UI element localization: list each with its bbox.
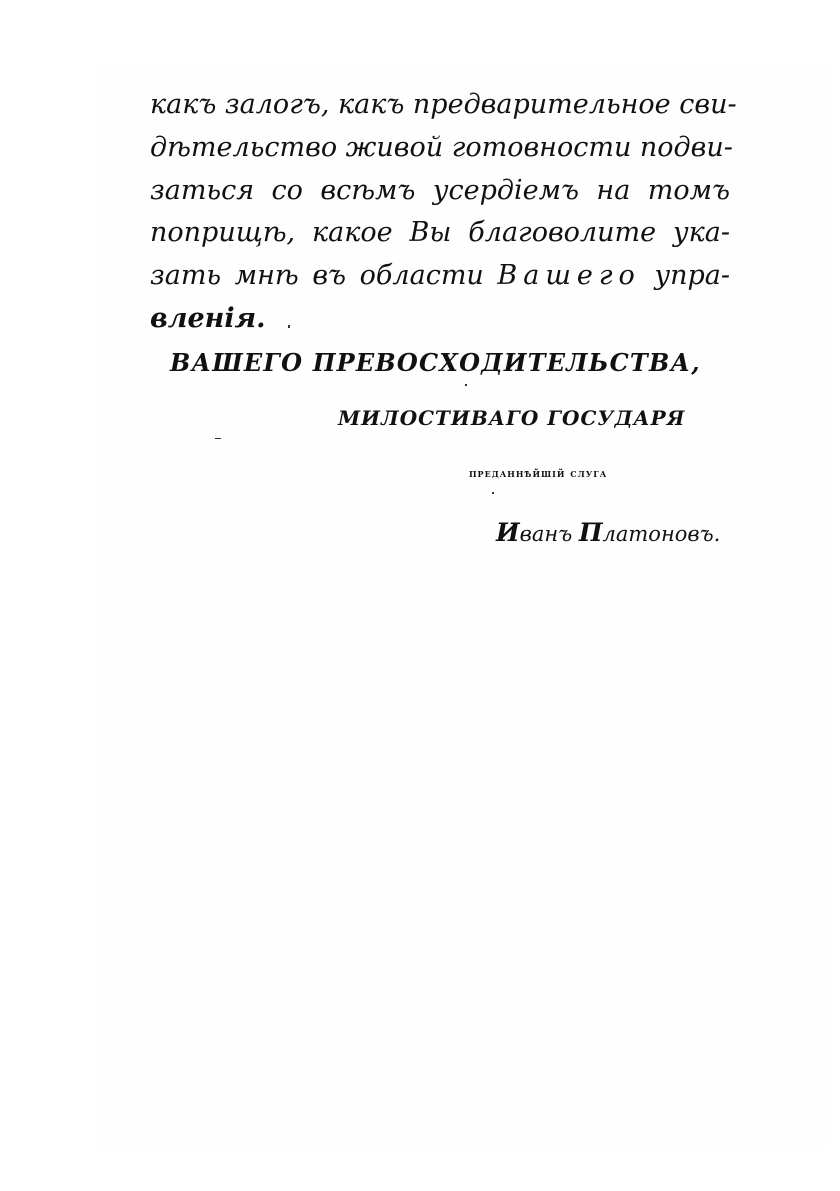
body-line: заться со всѣмъ усердіемъ на томъ bbox=[150, 174, 730, 206]
salutation-title: ВАШЕГО ПРЕВОСХОДИТЕЛЬСТВА, bbox=[170, 348, 701, 377]
ink-speck bbox=[288, 325, 290, 328]
signature-last-name: латоновъ. bbox=[602, 522, 721, 546]
body-line: дѣтельство живой готовности подви- bbox=[150, 131, 733, 163]
body-line bbox=[150, 298, 730, 341]
ink-speck bbox=[492, 492, 494, 494]
body-line: какъ залогъ, какъ предварительное сви- bbox=[150, 89, 737, 120]
salutation-address: МИЛОСТИВАГО ГОСУДАРЯ bbox=[338, 406, 686, 430]
emphasized-word: Вашего bbox=[497, 260, 641, 292]
signature-initial: И bbox=[496, 518, 520, 547]
body-line: поприщѣ, какое Вы благоволите ука- bbox=[150, 217, 730, 249]
ink-speck bbox=[215, 438, 221, 439]
letter-body bbox=[150, 84, 737, 341]
body-line-text: упра- bbox=[640, 260, 730, 292]
salutation-servant: преданнѣйшій слуга bbox=[469, 467, 608, 480]
body-line-text: зать мнѣ въ области bbox=[150, 260, 498, 292]
signature-first-name: ванъ bbox=[519, 522, 579, 546]
signature bbox=[496, 518, 720, 547]
signature-initial: П bbox=[578, 518, 603, 547]
ink-speck bbox=[465, 384, 467, 386]
body-line-text: вленія. bbox=[150, 302, 266, 334]
body-line bbox=[150, 255, 730, 298]
